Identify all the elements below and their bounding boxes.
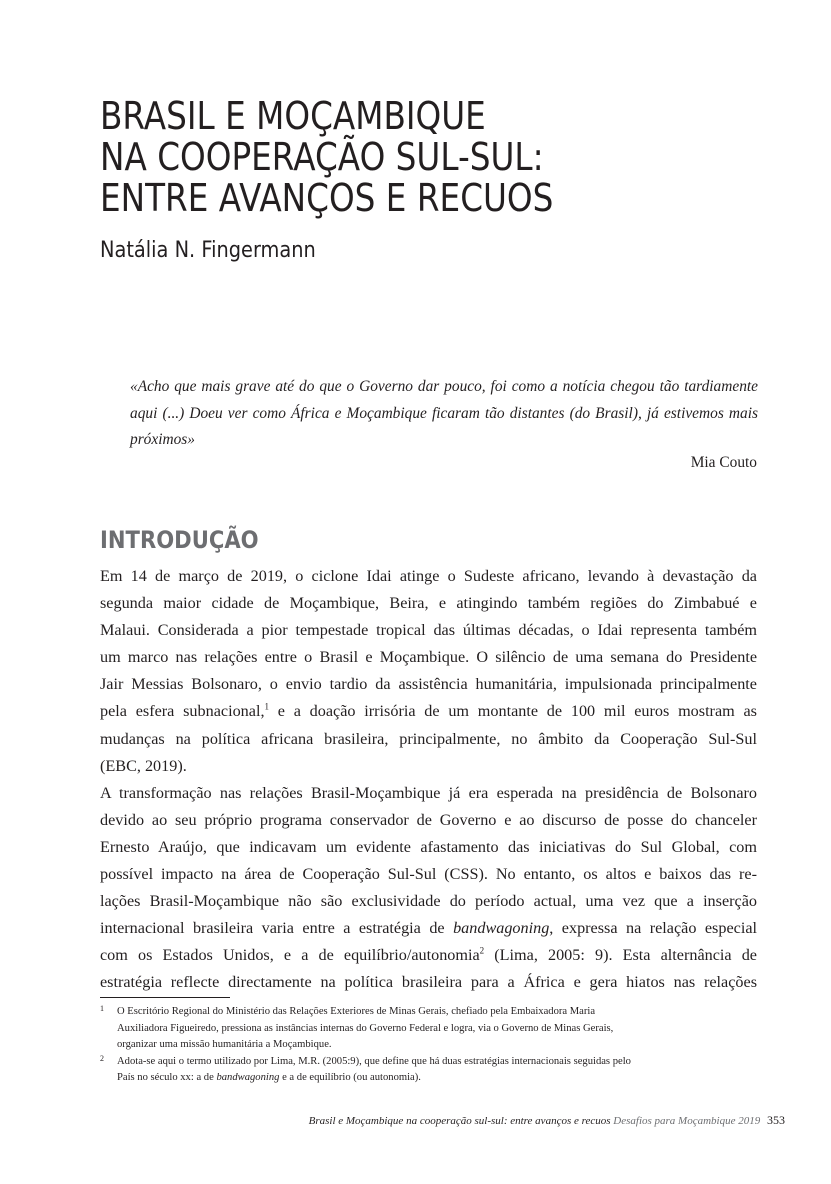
epigraph-line: aqui (...) Doeu ver como África e Moçambique ficaram tão distantes (do Brasil), já estivemos mais — [130, 404, 758, 422]
text-line: mudanças na política africana brasileira, principalmente, no âmbito da Cooperação Sul-Sul — [100, 729, 757, 748]
text-line: Jair Messias Bolsonaro, o envio tardio da assistência humanitária, impulsionada principalmente — [100, 675, 757, 694]
title-line: ENTRE AVANÇOS E RECUOS — [100, 176, 554, 220]
text-segment: pela esfera subnacional, — [100, 702, 265, 721]
text-line: (EBC, 2019). — [100, 756, 187, 775]
text-segment: internacional brasileira varia entre a estratégia de — [100, 919, 454, 938]
text-line: devido ao seu próprio programa conservador de Governo e ao discurso de posse do chanceler — [100, 810, 757, 829]
epigraph-line: próximos» — [130, 431, 195, 448]
text-line — [100, 942, 757, 969]
footnote-divider — [100, 997, 230, 998]
text-line: lações Brasil-Moçambique não são exclusividade do período actual, uma vez que a inserção — [100, 892, 757, 911]
text-segment: (Lima, 2005: 9). Esta alternância de — [484, 946, 757, 965]
paragraph — [100, 780, 757, 997]
title-line: NA COOPERAÇÃO SUL-SUL: — [100, 135, 544, 179]
footnote-number: 1 — [100, 1004, 104, 1013]
epigraph-attribution: Mia Couto — [690, 454, 757, 471]
body-text — [100, 563, 757, 997]
text-line: segunda maior cidade de Moçambique, Beira, e atingindo também regiões do Zimbabué e — [100, 594, 757, 613]
footnote-line: Auxiliadora Figueiredo, pressiona as instâncias internas do Governo Federal e logra, via o Governo de Minas Gerais, — [117, 1022, 614, 1034]
footnote-number: 2 — [100, 1053, 104, 1063]
footnote-line: organizar uma missão humanitária a Moçambique. — [117, 1039, 332, 1050]
footnote-line: Adota-se aqui o termo utilizado por Lima, M.R. (2005:9), que define que há duas estratégias internacionais seguidas pelo — [117, 1055, 631, 1067]
text-segment: e a de equilíbrio (ou autonomia). — [279, 1072, 421, 1083]
footnotes — [100, 1004, 760, 1087]
footnote-line — [117, 1070, 760, 1087]
paragraph — [100, 563, 757, 780]
emphasis-term: bandwagoning — [453, 919, 550, 938]
text-line — [100, 915, 757, 942]
footnote-line: O Escritório Regional do Ministério das Relações Exteriores de Minas Gerais, chefiado pela Embaixadora Maria — [117, 1006, 596, 1017]
footnote — [100, 1004, 760, 1054]
text-line: A transformação nas relações Brasil-Moçambique já era esperada na presidência de Bolsonaro — [100, 783, 757, 802]
text-line: estratégia reflecte directamente na política brasileira para a África e gera hiatos nas relações — [100, 973, 757, 992]
text-line: Em 14 de março de 2019, o ciclone Idai atinge o Sudeste africano, levando à devastação da — [100, 567, 757, 585]
emphasis-term: bandwagoning — [216, 1072, 280, 1083]
text-line — [100, 698, 757, 725]
footnote-ref[interactable]: 2 — [479, 945, 485, 956]
article-title — [100, 96, 650, 219]
text-segment: , expressa na relação especial — [549, 919, 758, 938]
running-footer — [309, 1113, 785, 1128]
running-publication: Desafios para Moçambique 2019 — [613, 1115, 761, 1127]
footnote-ref[interactable]: 1 — [264, 702, 269, 713]
footnote — [100, 1054, 760, 1087]
epigraph-line: «Acho que mais grave até do que o Governo dar pouco, foi como a notícia chegou tão tardiamente — [130, 378, 758, 395]
text-segment: País no século xx: a de — [117, 1072, 217, 1083]
text-line: um marco nas relações entre o Brasil e Moçambique. O silêncio de uma semana do Presidente — [100, 648, 757, 667]
author-name: Natália N. Fingermann — [100, 238, 316, 263]
epigraph-quote — [130, 374, 758, 454]
text-segment: e a doação irrisória de um montante de 100 mil euros mostram as — [269, 702, 757, 721]
text-line: Ernesto Araújo, que indicavam um evidente afastamento das iniciativas do Sul Global, com — [100, 837, 757, 856]
text-segment: com os Estados Unidos, e a de equilíbrio/autonomia — [100, 946, 480, 965]
title-line: BRASIL E MOÇAMBIQUE — [100, 94, 486, 138]
page-number: 353 — [767, 1113, 785, 1127]
running-article-title: Brasil e Moçambique na cooperação sul-sul: entre avanços e recuos — [308, 1115, 611, 1127]
text-line: Malaui. Considerada a pior tempestade tropical das últimas décadas, o Idai representa também — [100, 621, 757, 640]
section-heading: INTRODUÇÃO — [100, 525, 259, 554]
text-line: possível impacto na área de Cooperação Sul-Sul (CSS). No entanto, os altos e baixos das re- — [100, 865, 757, 884]
